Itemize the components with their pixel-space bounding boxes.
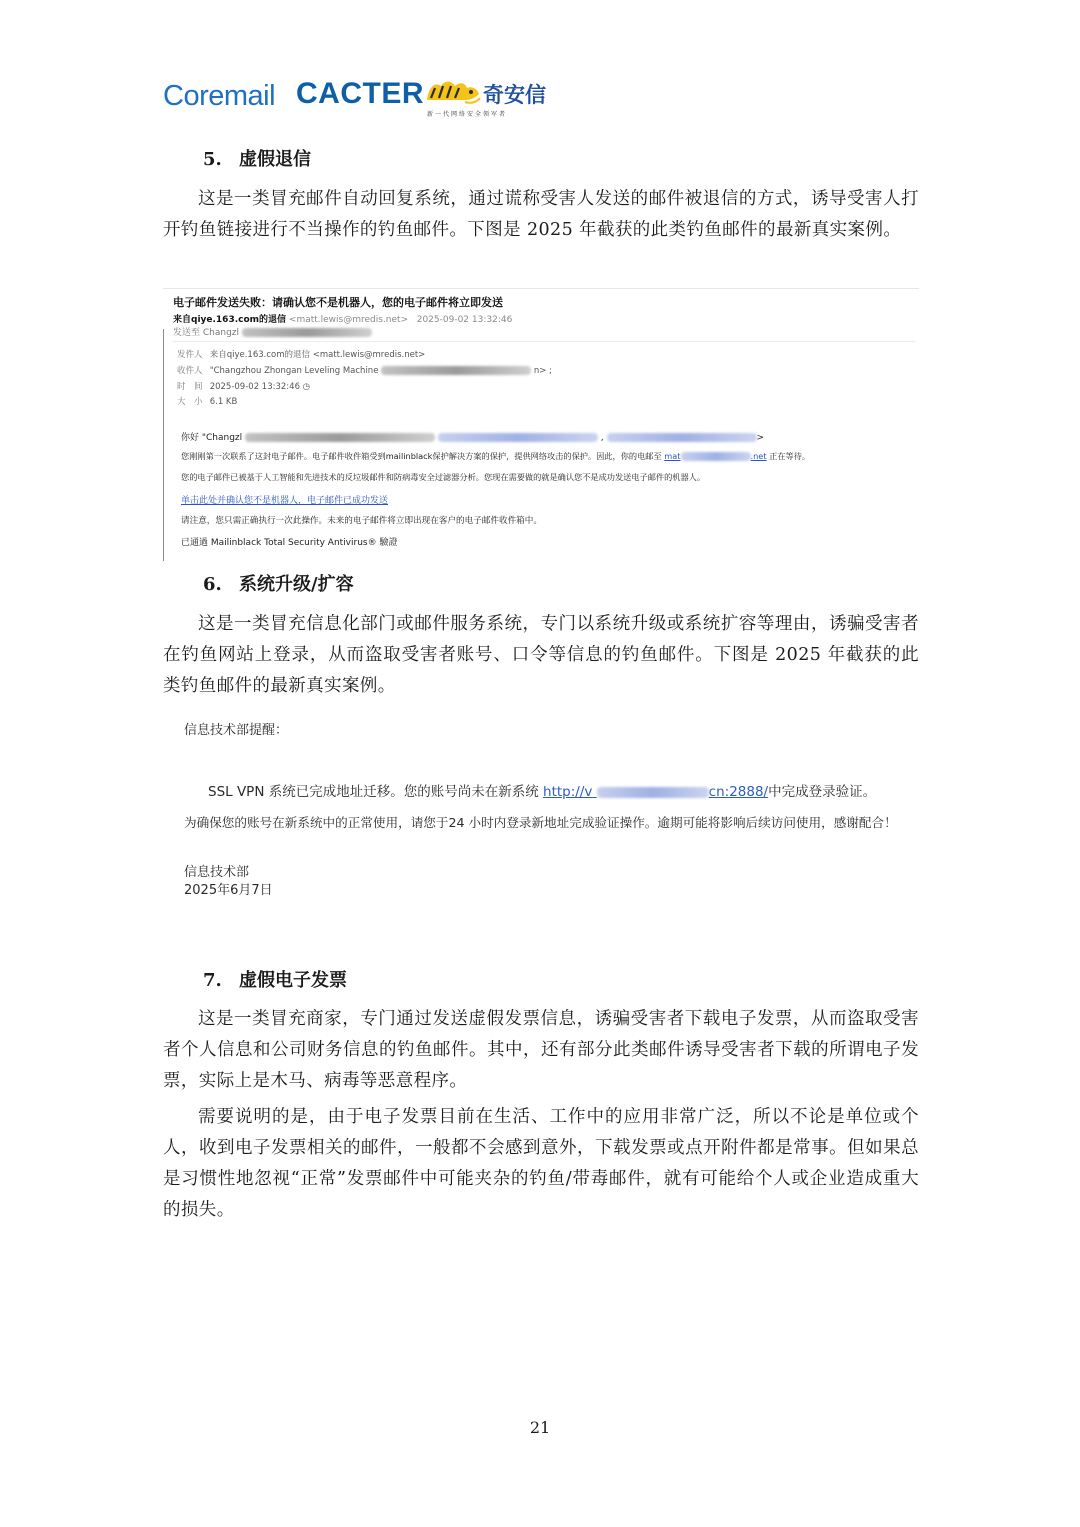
phishing-link[interactable]: 单击此处并确认您不是机器人，电子邮件已成功发送	[181, 496, 389, 506]
screenshot-left-border	[163, 329, 164, 561]
redacted-company	[245, 433, 435, 442]
section-6-paragraph: 这是一类冒充信息化部门或邮件服务系统，专门以系统升级或系统扩容等理由，诱骗受害者在钓鱼网站上登录，从而盗取受害者账号、口令等信息的钓鱼邮件。下图是 2025 年截获的此类钓鱼邮件的最新真实案例。	[163, 614, 919, 696]
recipient-email-link[interactable]: mat .net	[664, 451, 767, 461]
section-7-number: 7.	[203, 970, 222, 991]
email-date: 2025-09-02 13:32:46	[416, 315, 513, 325]
redacted-recipient	[242, 328, 372, 337]
header-logos	[163, 76, 583, 120]
greeting-end: >	[756, 433, 765, 443]
qax-slogan: 新一代网络安全领军者	[427, 111, 508, 118]
detail-row-size	[177, 395, 237, 407]
email-subject: 电子邮件发送失败：请确认您不是机器人，您的电子邮件将立即发送	[173, 296, 503, 309]
detail-value: 来自qiye.163.com的退信 <matt.lewis@mredis.net>	[209, 350, 426, 360]
detail-key: 收件人	[177, 366, 203, 376]
section-7-paragraph-1: 这是一类冒充商家，专门通过发送虚假发票信息，诱骗受害者下载电子发票，从而盗取受害者个人信息和公司财务信息的钓鱼邮件。其中，还有部分此类邮件诱导受害者下载的所谓电子发票，实际上是木马、病毒等恶意程序。	[163, 1009, 919, 1091]
redacted-recipient-address	[381, 366, 531, 375]
email-to-label: 发送至	[173, 328, 201, 338]
email-greeting: 你好 "Changzl , >	[181, 433, 765, 443]
coremail-logo: Coremail	[163, 80, 276, 112]
email-body-line-3: 请注意，您只需正确执行一次此操作。未来的电子邮件将立即出现在客户的电子邮件收件箱中。	[181, 516, 542, 526]
section-5-number: 5.	[203, 149, 222, 170]
cacter-logo: CACTER	[296, 77, 424, 110]
notice-line-1-end: 中完成登录验证。	[768, 784, 877, 800]
section-6-heading	[203, 570, 354, 596]
email-signature: 已通過 Mailinblack Total Security Antivirus® 驗證	[181, 538, 398, 548]
section-5-paragraph: 这是一类冒充邮件自动回复系统，通过谎称受害人发送的邮件被退信的方式，诱导受害人打开钓鱼链接进行不当操作的钓鱼邮件。下图是 2025 年截获的此类钓鱼邮件的最新真实案例。	[163, 189, 919, 240]
section-7-heading	[203, 966, 347, 992]
detail-row-time	[177, 380, 310, 392]
bounce-email-screenshot	[163, 288, 919, 560]
detail-value: 2025-09-02 13:32:46 ◷	[209, 382, 311, 392]
qax-mascot-icon	[425, 78, 481, 106]
detail-key: 发件人	[177, 350, 203, 360]
detail-row-recipient: 收件人 "Changzhou Zhongan Leveling Machine n> ;	[177, 366, 552, 376]
section-7-title: 虚假电子发票	[239, 970, 347, 991]
section-6-title: 系统升级/扩容	[239, 574, 354, 595]
detail-value: 6.1 KB	[209, 397, 238, 407]
redacted-address-1	[438, 433, 598, 442]
detail-key: 时 间	[177, 382, 203, 392]
notice-sign: 信息技术部	[184, 865, 250, 880]
section-5-title: 虚假退信	[239, 149, 311, 170]
notice-line-2: 为确保您的账号在新系统中的正常使用，请您于24 小时内登录新地址完成验证操作。逾期可能将影响后续访问使用，感谢配合！	[184, 815, 897, 830]
email-from-address: <matt.lewis@mredis.net>	[288, 315, 409, 325]
detail-row-sender	[177, 348, 425, 360]
body-line-1-text: 您刚刚第一次联系了这封电子邮件。电子邮件收件箱受到mailinblack保护解决方案的保护，提供网络攻击的保护。因此，你的电邮至	[181, 451, 662, 461]
notice-line-1-text: SSL VPN 系统已完成地址迁移。您的账号尚未在新系统	[208, 784, 539, 800]
section-7-paragraph-2: 需要说明的是，由于电子发票目前在生活、工作中的应用非常广泛，所以不论是单位或个人，收到电子发票相关的邮件，一般都不会感到意外，下载发票或点开附件都是常事。但如果总是习惯性地忽视“正常”发票邮件中可能夹杂的钓鱼/带毒邮件，就有可能给个人或企业造成重大的损失。	[163, 1107, 919, 1220]
greeting-text: 你好 "Changzl	[181, 433, 243, 443]
qax-logo	[425, 76, 555, 120]
qax-name: 奇安信	[483, 83, 546, 107]
notice-title: 信息技术部提醒：	[184, 723, 289, 738]
detail-key: 大 小	[177, 397, 203, 407]
section-6-number: 6.	[203, 574, 222, 595]
email-body-line-1	[181, 451, 810, 462]
phishing-url-link[interactable]: http://v cn:2888/	[543, 784, 769, 800]
redacted-address-2	[607, 433, 757, 442]
email-body-line-2: 您的电子邮件已被基于人工智能和先进技术的反垃圾邮件和防病毒安全过滤器分析。您现在需要做的就是确认您不是成功发送电子邮件的机器人。	[181, 472, 706, 482]
email-to-line	[173, 325, 372, 338]
email-to-value: Changzl	[202, 328, 240, 338]
notice-date: 2025年6月7日	[184, 883, 273, 898]
email-from-line	[173, 312, 512, 325]
notice-line-1	[208, 780, 876, 800]
detail-value: "Changzhou Zhongan Leveling Machine	[209, 366, 379, 376]
redacted-domain	[597, 787, 709, 798]
email-header-divider	[173, 341, 915, 342]
email-from-name: 来自qiye.163.com的退信	[173, 315, 287, 325]
redacted-email	[681, 452, 751, 461]
body-line-1-end: 正在等待。	[769, 451, 811, 461]
section-5-heading	[203, 145, 311, 171]
page-number: 21	[529, 1418, 551, 1437]
